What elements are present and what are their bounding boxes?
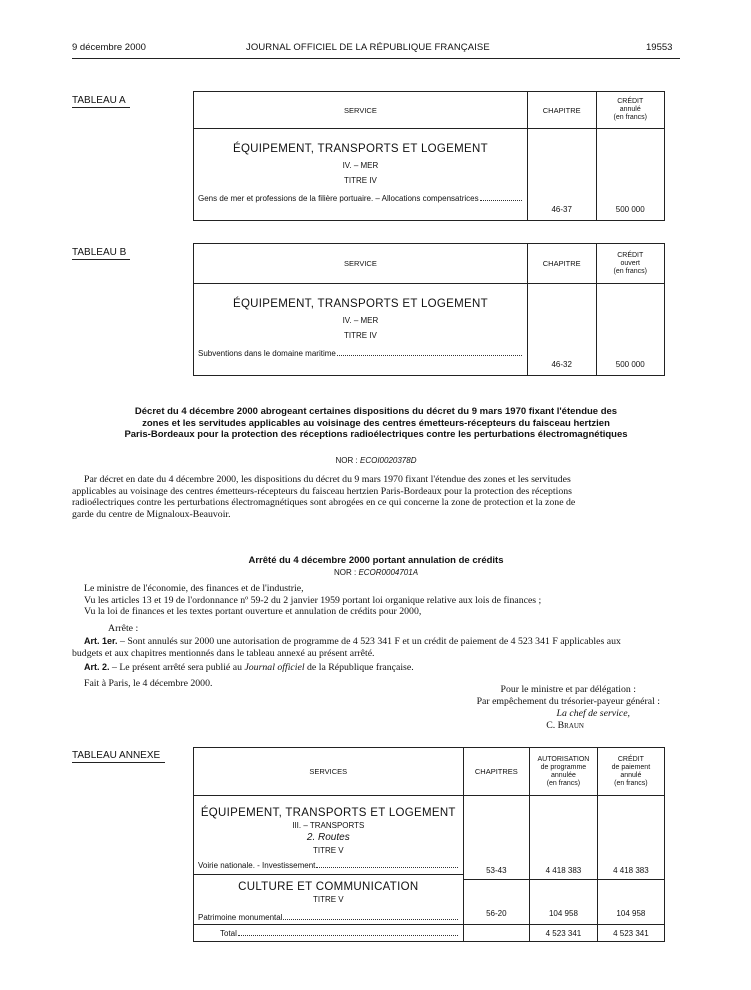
decret-title: Décret du 4 décembre 2000 abrogeant certaines dispositions du décret du 9 mars 1970 fixant l'étendue des zones et les servitudes applicables au voisinage des centres émetteurs-récepteurs du faisceau hertzien Paris-Bordeaux pour la protection des réceptions radioélectriques contre les perturbations électromagnétiques xyxy=(124,406,628,440)
tableau-a-section: IV. – MER xyxy=(342,161,379,170)
annexe-ministry-1: ÉQUIPEMENT, TRANSPORTS ET LOGEMENT xyxy=(200,807,456,819)
tableau-b-col-chapitre: CHAPITRE xyxy=(527,244,596,284)
tableau-b-body xyxy=(194,284,528,376)
tableau-a-body xyxy=(194,129,528,221)
annexe-col-credit: CRÉDIT de paiement annulé (en francs) xyxy=(597,748,664,796)
annexe-row-2-label: Patrimoine monumental xyxy=(198,913,283,922)
decret-nor: NOR : ECOI0020378D xyxy=(335,456,417,465)
tableau-b-label-rule xyxy=(72,259,130,260)
annexe-row-1-chapitre: 53-43 xyxy=(486,866,507,875)
annexe-col-chapitres: CHAPITRES xyxy=(463,748,530,796)
leader-dots xyxy=(337,354,522,356)
arrete-fait: Fait à Paris, le 4 décembre 2000. xyxy=(84,677,213,689)
annexe-ap-cell xyxy=(530,796,598,925)
annexe-ministry-2: CULTURE ET COMMUNICATION xyxy=(238,881,419,893)
annexe-total-label: Total xyxy=(220,928,237,938)
annexe-cp-cell xyxy=(597,796,664,925)
annexe-titre-2: TITRE V xyxy=(312,895,344,904)
arrete-title: Arrêté du 4 décembre 2000 portant annulation de crédits xyxy=(248,555,504,566)
tableau-b-row-label: Subventions dans le domaine maritime xyxy=(198,349,336,358)
arrete-nor: NOR : ECOR0004701A xyxy=(333,568,419,577)
tableau-b-ministry: ÉQUIPEMENT, TRANSPORTS ET LOGEMENT xyxy=(232,298,488,310)
tableau-a-ministry: ÉQUIPEMENT, TRANSPORTS ET LOGEMENT xyxy=(232,143,488,155)
header-page-number: 19553 xyxy=(646,42,673,53)
annexe-total-cp: 4 523 341 xyxy=(597,925,664,942)
annexe-row-2-chapitre: 56-20 xyxy=(486,909,507,918)
annexe-total-ap: 4 523 341 xyxy=(530,925,598,942)
tableau-b-col-credit: CRÉDIT ouvert (en francs) xyxy=(596,244,665,284)
tableau-a xyxy=(193,91,665,221)
arrete-visas: Le ministre de l'économie, des finances et de l'industrie, Vu les articles 13 et 19 de l'ordonnance nº 59-2 du 2 janvier 1959 portant loi organique relative aux lois de finances ; Vu la loi de finances et les textes portant ouverture et annulation de crédits pour 2000, Arrête : xyxy=(84,583,680,634)
arrete-articles: Art. 1er. – Sont annulés sur 2000 une autorisation de programme de 4 523 341 F et un crédit de paiement de 4 523 341 F applicables aux budgets et aux chapitres mentionnés dans le tableau annexé au présent arrêté. Art. 2. – Le présent arrêté sera publié au Journal officiel de la République française. Fait à Paris, le 4 décembre 2000. xyxy=(72,636,680,689)
signature-block: Pour le ministre et par délégation : Par empêchement du trésorier-payeur général : La chef de service, C. Braun xyxy=(476,684,660,731)
tableau-b xyxy=(193,243,665,376)
tableau-b-label: TABLEAU B xyxy=(72,247,127,258)
header-journal-title: JOURNAL OFFICIEL DE LA RÉPUBLIQUE FRANÇAISE xyxy=(246,42,490,53)
tableau-a-col-chapitre: CHAPITRE xyxy=(527,92,596,129)
tableau-a-label: TABLEAU A xyxy=(72,95,126,106)
header-date: 9 décembre 2000 xyxy=(72,42,146,53)
tableau-b-section: IV. – MER xyxy=(342,316,379,325)
annexe-row-1-ap: 4 418 383 xyxy=(545,866,582,875)
tableau-annexe xyxy=(193,747,665,942)
annexe-row-2 xyxy=(198,913,459,922)
leader-dots xyxy=(480,199,522,201)
annexe-body xyxy=(194,796,464,925)
tableau-b-row xyxy=(198,349,523,358)
tableau-a-col-credit: CRÉDIT annulé (en francs) xyxy=(596,92,665,129)
article-1: Art. 1er. – Sont annulés sur 2000 une autorisation de programme de 4 523 341 F et un crédit de paiement de 4 523 341 F applicables aux xyxy=(84,636,621,647)
tableau-a-label-rule xyxy=(72,107,130,108)
leader-dots xyxy=(316,866,457,868)
tableau-a-col-service: SERVICE xyxy=(194,92,528,129)
annexe-titre-1: TITRE V xyxy=(312,846,344,855)
tableau-a-row-credit: 500 000 xyxy=(596,129,665,221)
annexe-row-2-ap: 104 958 xyxy=(548,909,578,918)
tableau-a-row-label: Gens de mer et professions de la filière portuaire. – Allocations compensatrices xyxy=(198,194,479,203)
annexe-col-services: SERVICES xyxy=(194,748,464,796)
annexe-chapitres-cell xyxy=(463,796,530,925)
annexe-row-1 xyxy=(198,861,459,870)
arrete-arrete-label: Arrête : xyxy=(108,622,139,634)
annexe-row-2-cp: 104 958 xyxy=(616,909,646,918)
leader-dots xyxy=(238,934,458,936)
decret-body: Par décret en date du 4 décembre 2000, les dispositions du décret du 9 mars 1970 fixant l'étendue des zones et les servitudes applicables au voisinage des centres émetteurs-récepteurs du faisceau hertzien Paris-Bordeaux pour la protection des réceptions radioélectriques contre les perturbations électromagnétiques sont abrogées en ce qui concerne la zone de protection et la zone de garde du centre de Mignaloux-Beauvoir. xyxy=(72,474,576,520)
header-rule xyxy=(72,58,680,59)
annexe-row-1-cp: 4 418 383 xyxy=(613,866,649,875)
annexe-divider xyxy=(194,874,463,875)
tableau-a-row-chapitre: 46-37 xyxy=(527,129,596,221)
annexe-row-1-label: Voirie nationale. - Investissement xyxy=(198,861,316,870)
tableau-b-titre: TITRE IV xyxy=(344,331,377,340)
leader-dots xyxy=(283,918,457,920)
annexe-subsection-1: 2. Routes xyxy=(306,832,350,843)
tableau-b-col-service: SERVICE xyxy=(194,244,528,284)
tableau-a-titre: TITRE IV xyxy=(344,176,377,185)
article-2: Art. 2. – Le présent arrêté sera publié au Journal officiel de la République française. xyxy=(84,662,414,673)
tableau-a-row xyxy=(198,194,523,203)
tableau-annexe-label: TABLEAU ANNEXE xyxy=(72,750,161,761)
annexe-total-row xyxy=(194,925,464,942)
tableau-annexe-label-rule xyxy=(72,762,165,763)
tableau-b-row-chapitre: 46-32 xyxy=(527,284,596,376)
annexe-section-1: III. – TRANSPORTS xyxy=(292,821,365,830)
annexe-col-autorisation: AUTORISATION de programme annulée (en francs) xyxy=(530,748,598,796)
tableau-b-row-credit: 500 000 xyxy=(596,284,665,376)
